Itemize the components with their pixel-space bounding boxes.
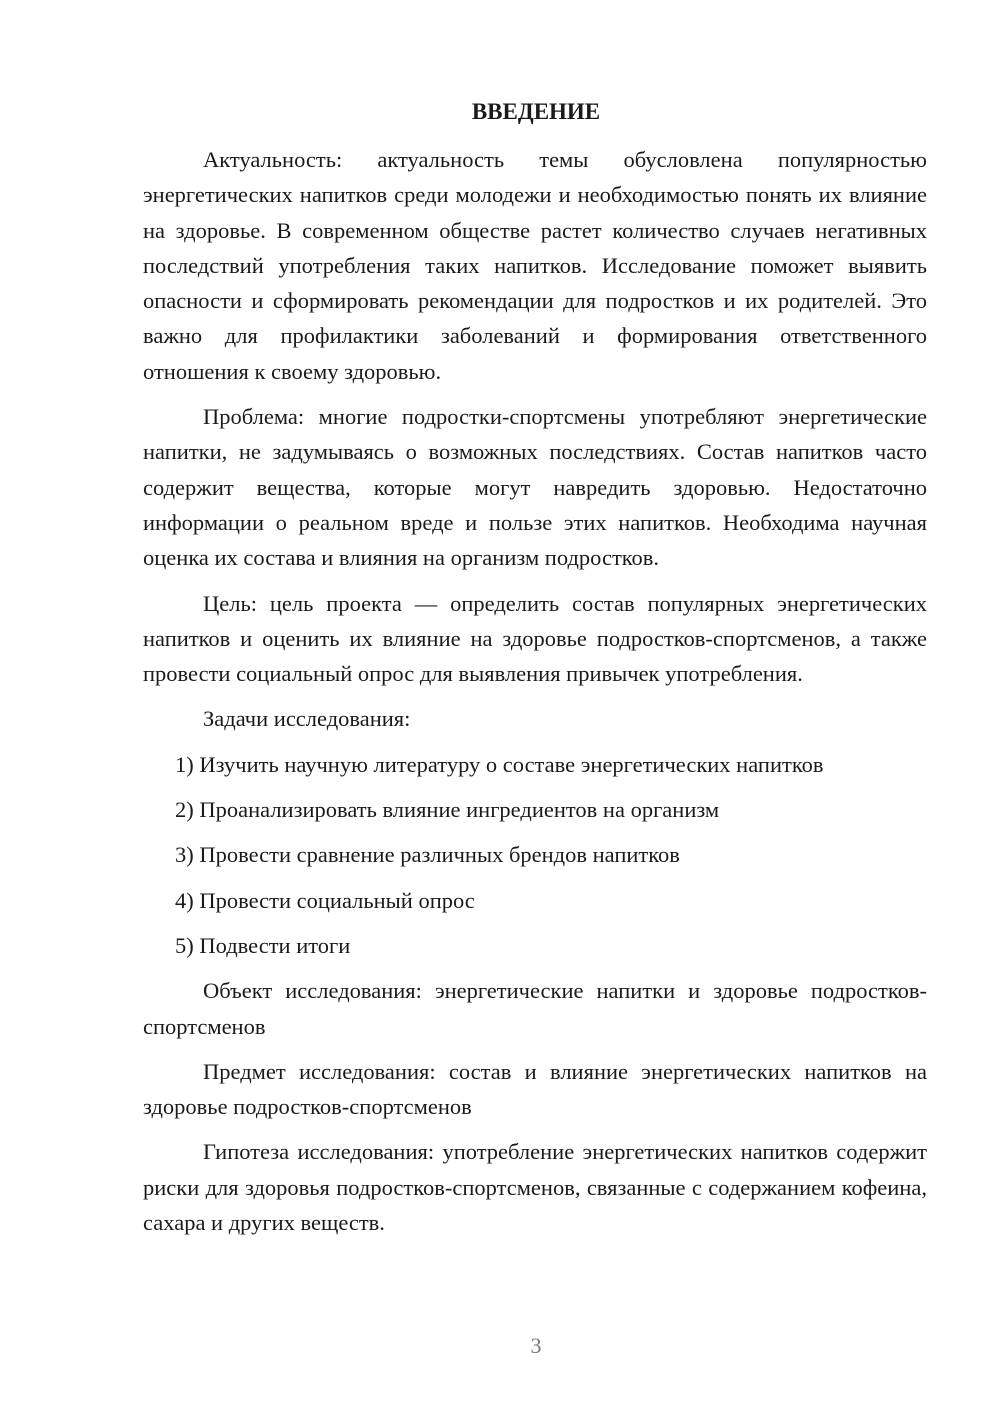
task-item-3: 3) Провести сравнение различных брендов напитков: [175, 842, 680, 868]
tasks-list: [143, 747, 927, 963]
document-body: [143, 142, 927, 1250]
task-item-4: 4) Провести социальный опрос: [175, 887, 475, 913]
object-paragraph: Объект исследования: энергетические напитки и здоровье подростков-спортсменов: [143, 978, 927, 1039]
goal-paragraph: Цель: цель проекта — определить состав популярных энергетических напитков и оценить их влияние на здоровье подростков-спортсменов, а также провести социальный опрос для выявления привычек употребления.: [143, 590, 927, 687]
relevance-paragraph: Актуальность: актуальность темы обусловлена популярностью энергетических напитков среди молодежи и необходимостью понять их влияние на здоровье. В современном обществе растет количество случаев негативных последствий употребления таких напитков. Исследование поможет выявить опасности и сформировать рекомендации для подростков и их родителей. Это важно для профилактики заболеваний и формирования ответственного отношения к своему здоровью.: [143, 147, 927, 384]
task-item-5: 5) Подвести итоги: [175, 932, 351, 958]
subject-paragraph: Предмет исследования: состав и влияние энергетических напитков на здоровье подростков-спортсменов: [143, 1058, 927, 1120]
page-title: ВВЕДЕНИЕ: [471, 99, 601, 124]
tasks-heading: Задачи исследования:: [203, 706, 411, 732]
page-number: 3: [530, 1333, 542, 1358]
hypothesis-paragraph: Гипотеза исследования: употребление энергетических напитков содержит риски для здоровья подростков-спортсменов, связанные с содержанием кофеина, сахара и других веществ.: [143, 1139, 927, 1236]
task-item-1: 1) Изучить научную литературу о составе энергетических напитков: [175, 751, 824, 777]
problem-paragraph: Проблема: многие подростки-спортсмены употребляют энергетические напитки, не задумываясь о возможных последствиях. Состав напитков часто содержит вещества, которые могут навредить здоровью. Недостаточно информации о реальном вреде и пользе этих напитков. Необходима научная оценка их состава и влияния на организм подростков.: [143, 404, 927, 571]
task-item-2: 2) Проанализировать влияние ингредиентов на организм: [175, 797, 720, 823]
